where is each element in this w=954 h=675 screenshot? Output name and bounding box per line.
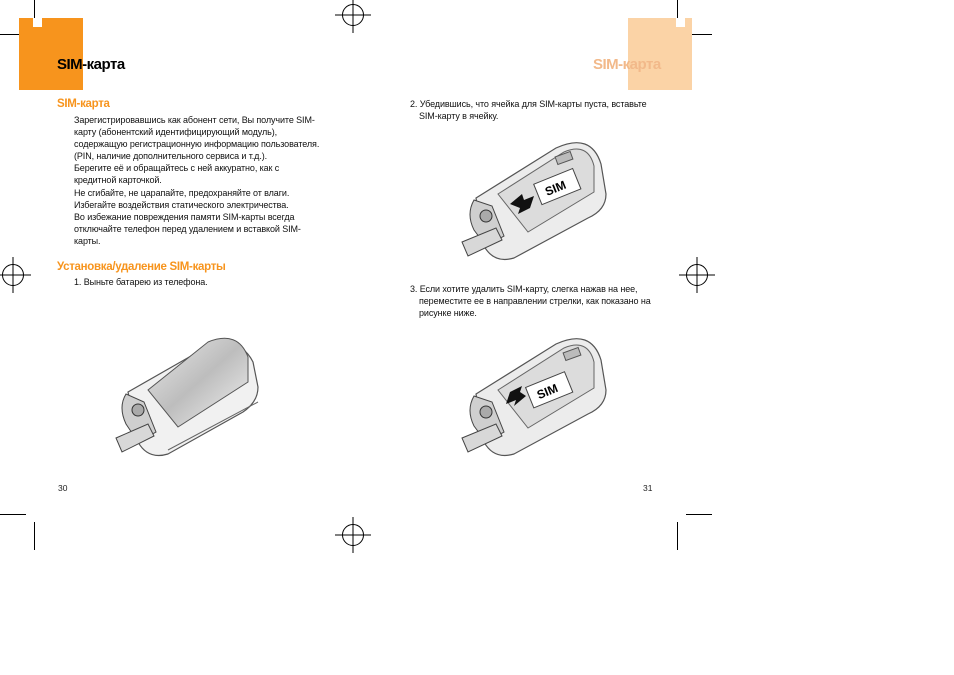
section-body bbox=[74, 114, 324, 247]
text-line: содержащую регистрационную информацию пользователя. bbox=[74, 139, 320, 150]
registration-mark-icon bbox=[342, 524, 364, 546]
step-text bbox=[410, 98, 670, 122]
step-text bbox=[410, 283, 680, 319]
text-line: переместите ее в направлении стрелки, как показано на bbox=[419, 296, 651, 307]
phone-sim-insert-illustration bbox=[456, 134, 612, 264]
registration-mark-icon bbox=[2, 264, 24, 286]
text-line: отключайте телефон перед удалением и вставкой SIM- bbox=[74, 223, 301, 234]
text-line: кредитной карточкой. bbox=[74, 175, 162, 186]
crop-mark bbox=[686, 514, 712, 515]
text-line: рисунке ниже. bbox=[419, 308, 477, 319]
text-line: 2. Убедившись, что ячейка для SIM-карты пуста, вставьте bbox=[410, 99, 647, 109]
section-title: SIM-карта bbox=[57, 98, 110, 110]
text-line: Зарегистрировавшись как абонент сети, Вы получите SIM- bbox=[74, 115, 315, 125]
section-title: Установка/удаление SIM-карты bbox=[57, 261, 226, 273]
page-number: 31 bbox=[643, 483, 653, 493]
page-number: 30 bbox=[58, 483, 68, 493]
sim-label: SIM bbox=[543, 177, 569, 199]
sim-label: SIM bbox=[534, 381, 560, 403]
text-line: (PIN, наличие дополнительного сервиса и т.д.). bbox=[74, 151, 268, 162]
header-color-block bbox=[628, 18, 692, 90]
registration-mark-icon bbox=[342, 4, 364, 26]
phone-battery-illustration bbox=[108, 332, 268, 460]
registration-mark-icon bbox=[686, 264, 708, 286]
page-title: SIM-карта bbox=[593, 56, 661, 73]
text-line: Во избежание повреждения памяти SIM-карты всегда bbox=[74, 211, 295, 222]
text-line: Берегите её и обращайтесь с ней аккуратно, как с bbox=[74, 163, 280, 174]
phone-sim-remove-illustration bbox=[456, 330, 612, 460]
crop-mark bbox=[677, 522, 678, 550]
crop-mark bbox=[34, 522, 35, 550]
text-line: SIM-карту в ячейку. bbox=[419, 111, 499, 122]
header-color-block bbox=[19, 18, 83, 90]
page-title: SIM-карта bbox=[57, 56, 125, 73]
crop-mark bbox=[0, 514, 26, 515]
text-line: 3. Если хотите удалить SIM-карту, слегка нажав на нее, bbox=[410, 284, 638, 294]
text-line: карты. bbox=[74, 235, 101, 246]
text-line: Не сгибайте, не царапайте, предохраняйте от влаги. bbox=[74, 187, 290, 198]
text-line: Избегайте воздействия статического электричества. bbox=[74, 199, 289, 210]
text-line: карту (абонентский идентифицирующий модуль), bbox=[74, 127, 278, 138]
step-text: 1. Выньте батарею из телефона. bbox=[74, 277, 208, 287]
